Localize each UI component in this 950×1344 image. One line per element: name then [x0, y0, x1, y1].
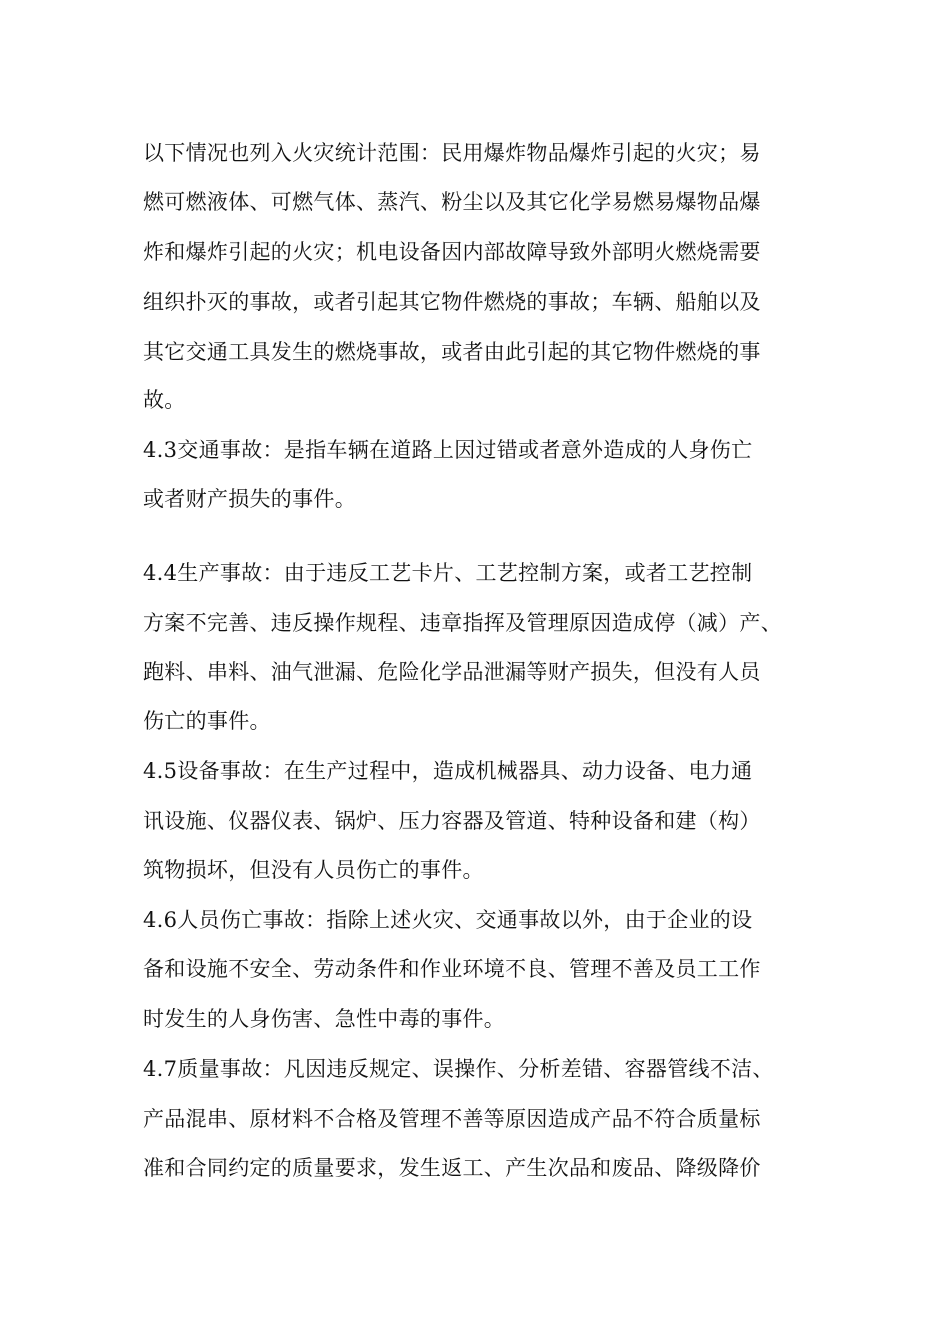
text-line: 准和合同约定的质量要求，发生返工、产生次品和废品、降级降价: [143, 1156, 761, 1180]
text-line: 筑物损坏，但没有人员伤亡的事件。: [143, 858, 484, 882]
text-line: 4.7质量事故：凡因违反规定、误操作、分析差错、容器管线不洁、: [143, 1057, 774, 1081]
text-line: 以下情况也列入火灾统计范围：民用爆炸物品爆炸引起的火灾；易: [143, 141, 761, 165]
text-line: 4.5设备事故：在生产过程中，造成机械器具、动力设备、电力通: [143, 759, 753, 783]
text-line: 组织扑灭的事故，或者引起其它物件燃烧的事故；车辆、船舶以及: [143, 290, 761, 314]
text-line: 时发生的人身伤害、急性中毒的事件。: [143, 1007, 506, 1031]
text-line: 其它交通工具发生的燃烧事故，或者由此引起的其它物件燃烧的事: [143, 340, 761, 364]
text-line: 方案不完善、违反操作规程、违章指挥及管理原因造成停（减）产、: [143, 611, 782, 635]
text-line: 伤亡的事件。: [143, 709, 271, 733]
text-line: 故。: [143, 388, 186, 412]
text-line: 4.3交通事故：是指车辆在道路上因过错或者意外造成的人身伤亡: [143, 438, 753, 462]
text-line: 燃可燃液体、可燃气体、蒸汽、粉尘以及其它化学易燃易爆物品爆: [143, 190, 761, 214]
text-line: 跑料、串料、油气泄漏、危险化学品泄漏等财产损失，但没有人员: [143, 660, 761, 684]
text-line: 或者财产损失的事件。: [143, 487, 356, 511]
text-line: 4.4生产事故：由于违反工艺卡片、工艺控制方案，或者工艺控制: [143, 561, 753, 585]
text-line: 4.6人员伤亡事故：指除上述火灾、交通事故以外，由于企业的设: [143, 908, 753, 932]
text-line: 备和设施不安全、劳动条件和作业环境不良、管理不善及员工工作: [143, 957, 761, 981]
text-line: 讯设施、仪器仪表、锅炉、压力容器及管道、特种设备和建（构）: [143, 809, 761, 833]
text-line: 产品混串、原材料不合格及管理不善等原因造成产品不符合质量标: [143, 1107, 761, 1131]
text-line: 炸和爆炸引起的火灾；机电设备因内部故障导致外部明火燃烧需要: [143, 240, 761, 264]
